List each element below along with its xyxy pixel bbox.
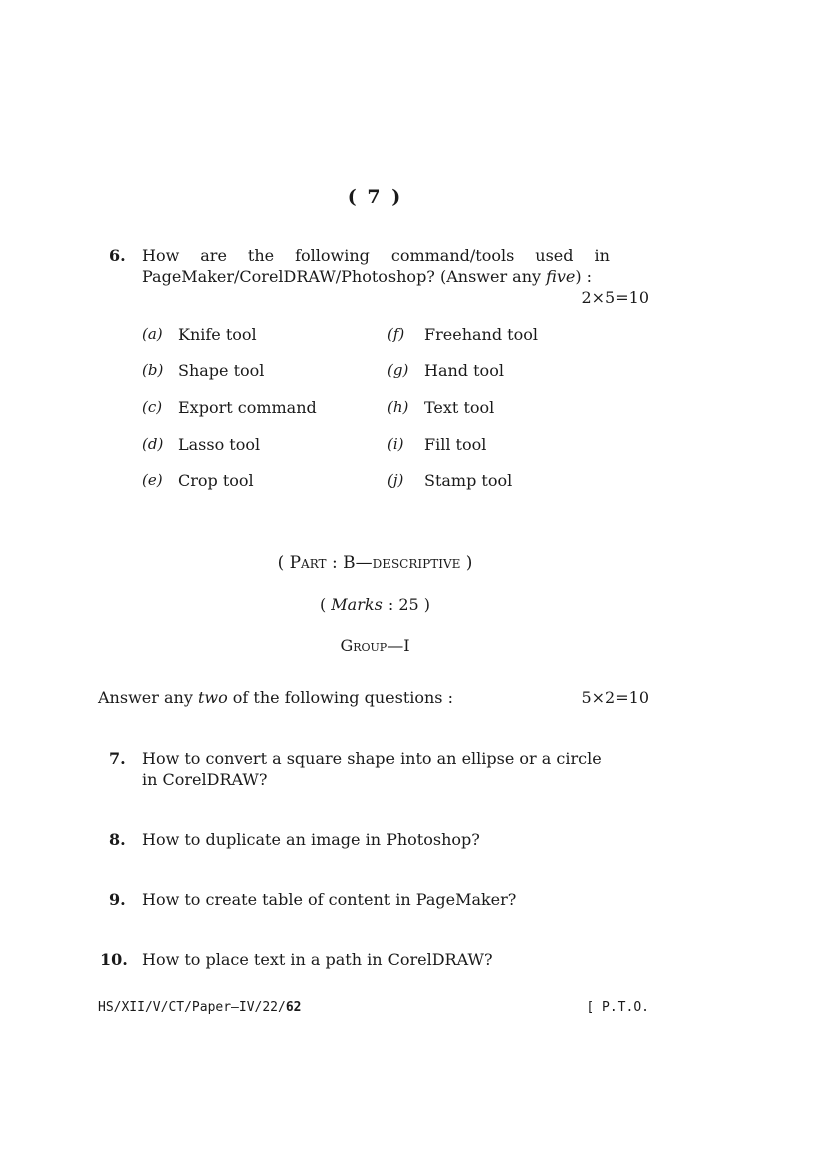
instruction-post: of the following questions :: [227, 688, 453, 707]
instruction-emphasis: two: [197, 688, 228, 707]
option-letter: (b): [142, 361, 164, 379]
option-text: Export command: [178, 398, 317, 417]
question-number-9: 9.: [109, 890, 126, 909]
part-colon: : B—: [326, 553, 373, 573]
question-7-line-2: in CorelDRAW?: [142, 770, 268, 789]
question-number-8: 8.: [109, 830, 126, 849]
q6-word: following: [295, 246, 370, 265]
option-text: Hand tool: [424, 361, 504, 380]
marks-word: Marks: [331, 595, 383, 614]
option-letter: (a): [142, 325, 163, 343]
marks-rest: : 25 ): [382, 595, 431, 614]
option-letter: (d): [142, 435, 164, 453]
paper-code-text: HS/XII/V/CT/Paper–IV/22/: [98, 1000, 286, 1015]
question-7-line-1: How to convert a square shape into an ellipse or a circle: [142, 749, 602, 768]
part-heading: [0, 553, 750, 573]
question-8-text: How to duplicate an image in Photoshop?: [142, 830, 480, 849]
paper-code: [98, 1000, 302, 1015]
q6-word: used: [535, 246, 574, 265]
marks-open: (: [319, 595, 332, 614]
question-number-10: 10.: [100, 950, 128, 969]
page-number: ( 7 ): [347, 186, 403, 208]
marks-line: [0, 595, 750, 614]
option-letter: (h): [387, 398, 409, 416]
part-word: Part: [289, 553, 327, 573]
option-letter: (e): [142, 471, 163, 489]
option-text: Shape tool: [178, 361, 265, 380]
part-open: (: [277, 553, 290, 573]
group-heading: Group—I: [340, 636, 410, 655]
option-letter: (f): [387, 325, 405, 343]
option-letter: (g): [387, 361, 409, 379]
option-text: Knife tool: [178, 325, 257, 344]
q6-word: command/tools: [390, 246, 515, 265]
option-letter: (c): [142, 398, 163, 416]
option-letter: (i): [387, 435, 404, 453]
option-text: Fill tool: [424, 435, 487, 454]
question-6-marks: 2×5=10: [581, 288, 649, 307]
q6-word: in: [594, 246, 610, 265]
instruction: [98, 688, 453, 707]
instruction-marks: 5×2=10: [581, 688, 649, 707]
question-6-line-2: [142, 267, 592, 286]
instruction-pre: Answer any: [98, 688, 198, 707]
option-text: Crop tool: [178, 471, 254, 490]
question-9-text: How to create table of content in PageMaker?: [142, 890, 517, 909]
q6-word: the: [247, 246, 275, 265]
option-letter: (j): [387, 471, 404, 489]
part-descriptive: descriptive: [372, 553, 461, 573]
question-6-line-1: [142, 246, 610, 265]
option-text: Lasso tool: [178, 435, 261, 454]
q6-line2-post: ) :: [575, 267, 593, 286]
question-number-7: 7.: [109, 749, 126, 768]
paper-code-bold: 62: [285, 1000, 302, 1015]
question-number-6: 6.: [109, 246, 126, 265]
option-text: Stamp tool: [424, 471, 513, 490]
q6-word: How: [142, 246, 180, 265]
part-close: ): [460, 553, 473, 573]
pto-label: [ P.T.O.: [586, 1000, 649, 1015]
q6-line2-pre: PageMaker/CorelDRAW/Photoshop? (Answer any: [142, 267, 547, 286]
question-10-text: How to place text in a path in CorelDRAW?: [142, 950, 493, 969]
option-text: Freehand tool: [424, 325, 538, 344]
q6-word: are: [200, 246, 227, 265]
option-text: Text tool: [424, 398, 495, 417]
q6-line2-emphasis: five: [546, 267, 576, 286]
